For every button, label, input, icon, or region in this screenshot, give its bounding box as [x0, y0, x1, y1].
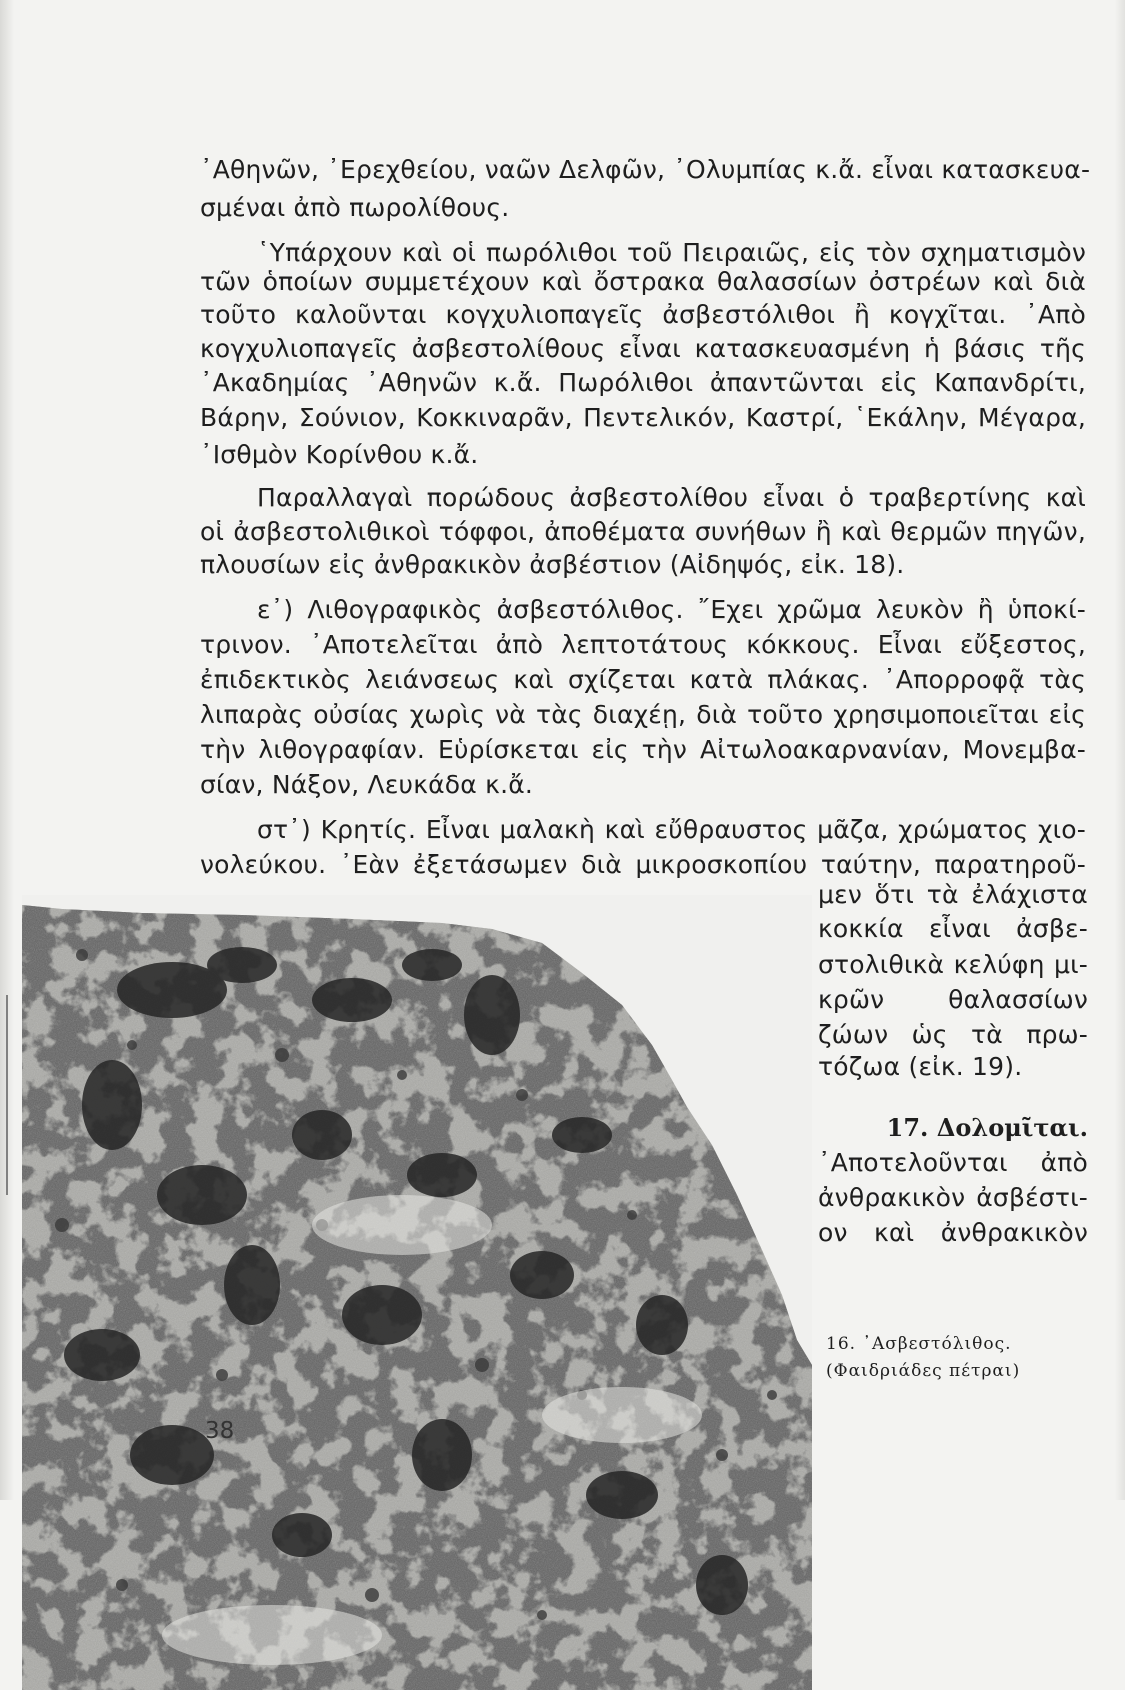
- text-line: τοῦτο καλοῦνται κογχυλιοπαγεῖς ἀσβεστόλιθοι ἢ κογχῖται. ᾿Απὸ: [200, 300, 1086, 329]
- text-line: ᾿Ακαδημίας ᾿Αθηνῶν κ.ἄ. Πωρόλιθοι ἀπαντῶνται εἰς Καπανδρίτι,: [200, 368, 1086, 397]
- side-text-line: κοκκία εἶναι ἀσβε-: [818, 914, 1088, 943]
- text-line: τῶν ὁποίων συμμετέχουν καὶ ὄστρακα θαλασσίων ὀστρέων καὶ διὰ: [200, 267, 1086, 296]
- side-text-line: κρῶν θαλασσίων: [818, 985, 1088, 1014]
- page-number: 38: [205, 1418, 235, 1444]
- text-line: ᾿Αθηνῶν, ᾿Ερεχθείου, ναῶν Δελφῶν, ᾿Ολυμπίας κ.ἄ. εἶναι κατασκευα-: [200, 155, 1091, 184]
- text-line: οἱ ἀσβεστολιθικοὶ τόφφοι, ἀποθέματα συνήθων ἢ καὶ θερμῶν πηγῶν,: [200, 517, 1086, 546]
- text-line: νολεύκου. ᾿Εὰν ἐξετάσωμεν διὰ μικροσκοπίου ταύτην, παρατηροῦ-: [200, 850, 1086, 879]
- binding-mark: [6, 995, 8, 1195]
- side-text-line: ον καὶ ἀνθρακικὸν: [818, 1218, 1088, 1247]
- side-text-line: ἀνθρακικὸν ἀσβέστι-: [818, 1183, 1088, 1212]
- text-line: ἐπιδεκτικὸς λειάνσεως καὶ σχίζεται κατὰ πλάκας. ᾿Απορροφᾷ τὰς: [200, 665, 1086, 694]
- text-line: Βάρην, Σούνιον, Κοκκιναρᾶν, Πεντελικόν, Καστρί, ῾Εκάλην, Μέγαρα,: [200, 403, 1086, 432]
- text-line: σίαν, Νάξον, Λευκάδα κ.ἄ.: [200, 770, 534, 799]
- text-line: τὴν λιθογραφίαν. Εὑρίσκεται εἰς τὴν Αἰτωλοακαρνανίαν, Μονεμβα-: [200, 735, 1086, 764]
- text-line: λιπαρὰς οὐσίας χωρὶς νὰ τὰς διαχέῃ, διὰ τοῦτο χρησιμοποιεῖται εἰς: [200, 700, 1086, 729]
- limestone-photo: [22, 895, 812, 1690]
- text-line: τρινον. ᾿Αποτελεῖται ἀπὸ λεπτοτάτους κόκκους. Εἶναι εὔξεστος,: [200, 630, 1086, 659]
- page-left-edge: [0, 0, 14, 1500]
- figure-caption-number: 16. ᾿Ασβεστόλιθος.: [826, 1334, 1012, 1354]
- section-heading: 17. Δολομῖται.: [886, 1113, 1088, 1142]
- side-text-line: ᾿Αποτελοῦνται ἀπὸ: [818, 1148, 1088, 1177]
- text-line: στ᾿) Κρητίς. Εἶναι μαλακὴ καὶ εὔθραυστος μᾶζα, χρώματος χιο-: [257, 815, 1086, 844]
- text-line: πλουσίων εἰς ἀνθρακικὸν ἀσβέστιον (Αἰδηψός, εἰκ. 18).: [200, 550, 905, 579]
- text-line: ε᾿) Λιθογραφικὸς ἀσβεστόλιθος. ῎Εχει χρῶμα λευκὸν ἢ ὑποκί-: [257, 595, 1086, 624]
- text-line: Παραλλαγαὶ πορώδους ἀσβεστολίθου εἶναι ὁ τραβερτίνης καὶ: [257, 483, 1086, 512]
- side-text-line: τόζωα (εἰκ. 19).: [818, 1052, 1023, 1081]
- side-text-line: στολιθικὰ κελύφη μι-: [818, 950, 1088, 979]
- side-text-line: ζώων ὡς τὰ πρω-: [818, 1020, 1088, 1049]
- text-line: κογχυλιοπαγεῖς ἀσβεστολίθους εἶναι κατασκευασμένη ἡ βάσις τῆς: [200, 334, 1086, 363]
- text-line: σμέναι ἀπὸ πωρολίθους.: [200, 193, 510, 222]
- page-right-edge: [1115, 0, 1125, 1500]
- text-line: ᾿Ισθμὸν Κορίνθου κ.ἄ.: [200, 440, 479, 469]
- text-line: ῾Υπάρχουν καὶ οἱ πωρόλιθοι τοῦ Πειραιῶς, εἰς τὸν σχηματισμὸν: [257, 238, 1086, 267]
- limestone-rock-image: [22, 895, 812, 1690]
- side-text-line: μεν ὅτι τὰ ἐλάχιστα: [818, 880, 1088, 909]
- figure-caption-title: (Φαιδριάδες πέτραι): [826, 1361, 1021, 1381]
